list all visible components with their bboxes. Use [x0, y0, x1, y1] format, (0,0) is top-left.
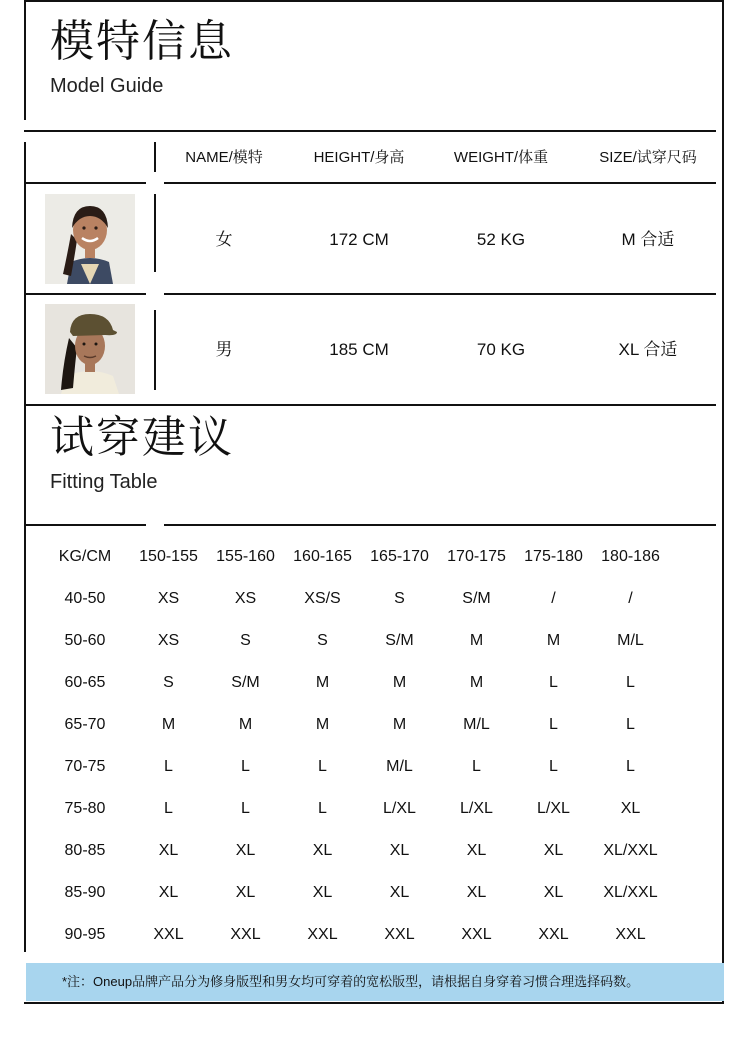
size-cell: L/XL — [383, 800, 416, 817]
fitting-row — [40, 755, 710, 779]
size-cell: M — [546, 632, 561, 649]
fitting-header-row — [40, 545, 710, 569]
size-cell: XXL — [230, 926, 261, 943]
size-cell: M — [392, 674, 407, 691]
size-cell: M — [315, 716, 330, 733]
size-cell: L — [549, 716, 558, 733]
fitting-row — [40, 923, 710, 947]
size-cell: XS/S — [304, 590, 341, 607]
fitting-row — [40, 797, 710, 821]
size-cell: XS — [157, 590, 180, 607]
size-cell: S — [317, 632, 328, 649]
size-cell: L — [626, 674, 635, 691]
height-range-header: 180-186 — [601, 548, 660, 565]
size-cell: S/M — [462, 590, 491, 607]
size-cell: L — [549, 758, 558, 775]
weight-range: 50-60 — [64, 632, 106, 649]
size-cell: XL — [158, 842, 179, 859]
weight-range: 80-85 — [64, 842, 106, 859]
size-cell: M/L — [463, 716, 490, 733]
fitting-title-cn: 试穿建议 — [50, 412, 234, 463]
weight-range: 40-50 — [64, 590, 106, 607]
size-cell: M — [161, 716, 176, 733]
divider-model-bottom — [24, 404, 716, 406]
height-range-header: 165-170 — [370, 548, 429, 565]
male-model-photo — [45, 304, 135, 394]
col-divider-header — [154, 142, 156, 172]
corner-label: KG/CM — [58, 548, 112, 565]
divider-fitting-right — [164, 524, 716, 526]
weight-range: 85-90 — [64, 884, 106, 901]
size-cell: L/XL — [537, 800, 570, 817]
size-cell: XL — [158, 884, 179, 901]
size-cell: XL — [543, 842, 564, 859]
fitting-row — [40, 839, 710, 863]
header-size: SIZE/试穿尺码 — [599, 149, 697, 166]
divider-fitting-left — [24, 524, 146, 526]
size-cell: S — [163, 674, 174, 691]
size-cell: XL — [235, 842, 256, 859]
size-cell: XXL — [461, 926, 492, 943]
size-cell: M — [315, 674, 330, 691]
size-cell: S — [240, 632, 251, 649]
male-height: 185 CM — [329, 340, 389, 359]
size-cell: L — [318, 758, 327, 775]
male-size: XL 合适 — [618, 340, 678, 359]
model-title-en: Model Guide — [50, 75, 164, 97]
size-cell: XL — [543, 884, 564, 901]
fitting-title-en: Fitting Table — [50, 471, 158, 493]
height-range-header: 170-175 — [447, 548, 506, 565]
female-name: 女 — [215, 230, 233, 249]
size-cell: L — [472, 758, 481, 775]
size-cell: XXL — [384, 926, 415, 943]
weight-range: 90-95 — [64, 926, 106, 943]
size-cell: L/XL — [460, 800, 493, 817]
size-cell: XL/XXL — [603, 884, 658, 901]
size-cell: XL — [389, 842, 410, 859]
col-divider-row2 — [154, 310, 156, 390]
size-cell: L — [164, 800, 173, 817]
male-name: 男 — [215, 340, 233, 359]
size-cell: XS — [234, 590, 257, 607]
size-cell: M — [238, 716, 253, 733]
female-height: 172 CM — [329, 230, 389, 249]
size-cell: XL — [235, 884, 256, 901]
header-weight: WEIGHT/体重 — [453, 149, 549, 166]
size-cell: M — [392, 716, 407, 733]
size-cell: S/M — [231, 674, 260, 691]
size-cell: XXL — [615, 926, 646, 943]
size-cell: M/L — [386, 758, 413, 775]
fitting-row — [40, 713, 710, 737]
height-range-header: 160-165 — [293, 548, 352, 565]
size-cell: L — [626, 716, 635, 733]
col-divider-row1 — [154, 194, 156, 272]
size-cell: L — [626, 758, 635, 775]
size-cell: XL — [312, 842, 333, 859]
header-name: NAME/模特 — [185, 149, 263, 166]
female-weight: 52 KG — [476, 230, 526, 249]
size-cell: XL — [620, 800, 641, 817]
weight-range: 70-75 — [64, 758, 106, 775]
bottom-border — [24, 1002, 724, 1004]
weight-range: 60-65 — [64, 674, 106, 691]
divider-row1-left — [24, 293, 146, 295]
size-cell: L — [241, 758, 250, 775]
size-cell: M — [469, 632, 484, 649]
divider-row1-right — [164, 293, 716, 295]
fitting-row — [40, 671, 710, 695]
size-cell: XXL — [538, 926, 569, 943]
fitting-row — [40, 629, 710, 653]
weight-range: 65-70 — [64, 716, 106, 733]
fitting-row — [40, 881, 710, 905]
size-cell: XXL — [307, 926, 338, 943]
size-cell: L — [318, 800, 327, 817]
size-cell: S/M — [385, 632, 414, 649]
weight-range: 75-80 — [64, 800, 106, 817]
size-cell: XL/XXL — [603, 842, 658, 859]
height-range-header: 150-155 — [139, 548, 198, 565]
model-title-cn: 模特信息 — [50, 16, 234, 67]
left-border-top — [24, 0, 26, 120]
size-cell: M — [469, 674, 484, 691]
female-model-photo — [45, 194, 135, 284]
size-cell: / — [628, 590, 633, 607]
size-cell: XL — [312, 884, 333, 901]
female-size: M 合适 — [621, 230, 675, 249]
size-cell: XL — [466, 884, 487, 901]
left-border-fitting — [24, 406, 26, 952]
size-cell: XL — [389, 884, 410, 901]
right-border — [722, 0, 724, 1003]
size-cell: XL — [466, 842, 487, 859]
size-cell: L — [164, 758, 173, 775]
divider-header — [24, 130, 716, 132]
divider-model-header-right — [164, 182, 716, 184]
size-cell: L — [549, 674, 558, 691]
divider-model-header-left — [24, 182, 146, 184]
top-border — [26, 0, 724, 2]
size-cell: M/L — [617, 632, 644, 649]
size-cell: XS — [157, 632, 180, 649]
male-weight: 70 KG — [476, 340, 526, 359]
header-height: HEIGHT/身高 — [313, 149, 405, 166]
height-range-header: 155-160 — [216, 548, 275, 565]
fitting-row — [40, 587, 710, 611]
size-note: *注：Oneup品牌产品分为修身版型和男女均可穿着的宽松版型，请根据自身穿着习惯合理选择码数。 — [26, 963, 724, 1001]
size-cell: S — [394, 590, 405, 607]
size-cell: / — [551, 590, 556, 607]
size-cell: L — [241, 800, 250, 817]
size-cell: XXL — [153, 926, 184, 943]
height-range-header: 175-180 — [524, 548, 583, 565]
